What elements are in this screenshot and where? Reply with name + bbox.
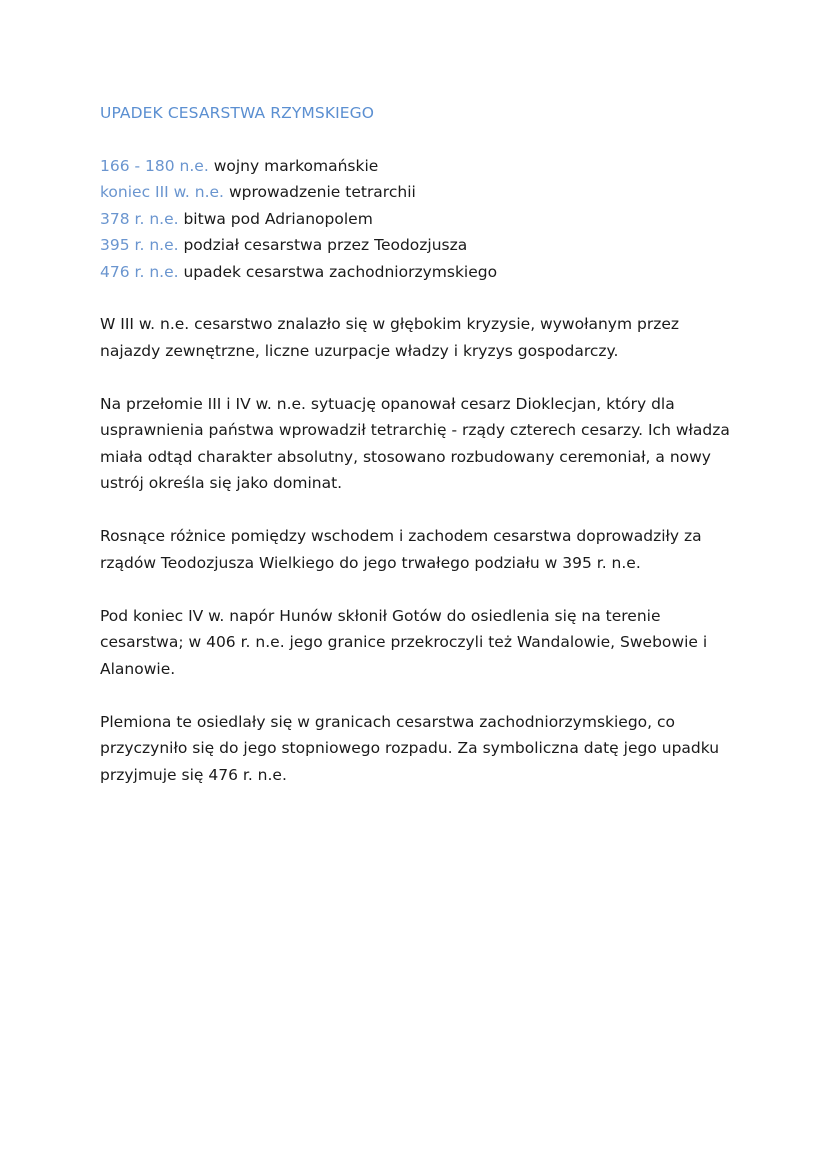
timeline-event: bitwa pod Adrianopolem <box>183 209 373 228</box>
document-page <box>100 100 740 815</box>
timeline-date: 476 r. n.e. <box>100 262 179 281</box>
timeline-item <box>100 179 740 206</box>
page-title: UPADEK CESARSTWA RZYMSKIEGO <box>100 104 375 122</box>
paragraph-fall: Plemiona te osiedlały się w granicach cesarstwa zachodniorzymskiego, co przyczyniło się do jego stopniowego rozpadu. Za symboliczna datę jego upadku przyjmuje się 476 r. n.e. <box>100 712 720 784</box>
timeline-item <box>100 206 740 233</box>
paragraph-division: Rosnące różnice pomiędzy wschodem i zachodem cesarstwa doprowadziły za rządów Teodozjusza Wielkiego do jego trwałego podziału w 395 r. n.e. <box>100 527 702 572</box>
timeline-event: wprowadzenie tetrarchii <box>228 183 416 201</box>
timeline-item <box>100 259 740 286</box>
timeline-date: 395 r. n.e. <box>100 236 179 254</box>
paragraph-crisis: W III w. n.e. cesarstwo znalazło się w głębokim kryzysie, wywołanym przez najazdy zewnętrzne, liczne uzurpacje władzy i kryzys gospodarczy. <box>100 315 680 360</box>
timeline-item <box>100 153 740 180</box>
timeline-event: upadek cesarstwa zachodniorzymskiego <box>183 262 498 281</box>
timeline-item <box>100 232 740 259</box>
timeline-date: koniec III w. n.e. <box>100 183 224 201</box>
timeline-date: 378 r. n.e. <box>100 209 179 228</box>
paragraph-tetrarchy: Na przełomie III i IV w. n.e. sytuację opanował cesarz Dioklecjan, który dla usprawnienia państwa wprowadził tetrarchię - rządy czterech cesarzy. Ich władza miała odtąd charakter absolutny, stosowano rozbudowany ceremoniał, a nowy ustrój określa się jako dominat. <box>100 394 730 492</box>
timeline-date: 166 - 180 n.e. <box>100 156 209 175</box>
timeline-event: podział cesarstwa przez Teodozjusza <box>183 236 468 254</box>
timeline-event: wojny markomańskie <box>213 156 379 175</box>
timeline-list <box>100 153 740 286</box>
paragraph-migrations: Pod koniec IV w. napór Hunów skłonił Gotów do osiedlenia się na terenie cesarstwa; w 406 r. n.e. jego granice przekroczyli też Wandalowie, Swebowie i Alanowie. <box>100 606 708 678</box>
